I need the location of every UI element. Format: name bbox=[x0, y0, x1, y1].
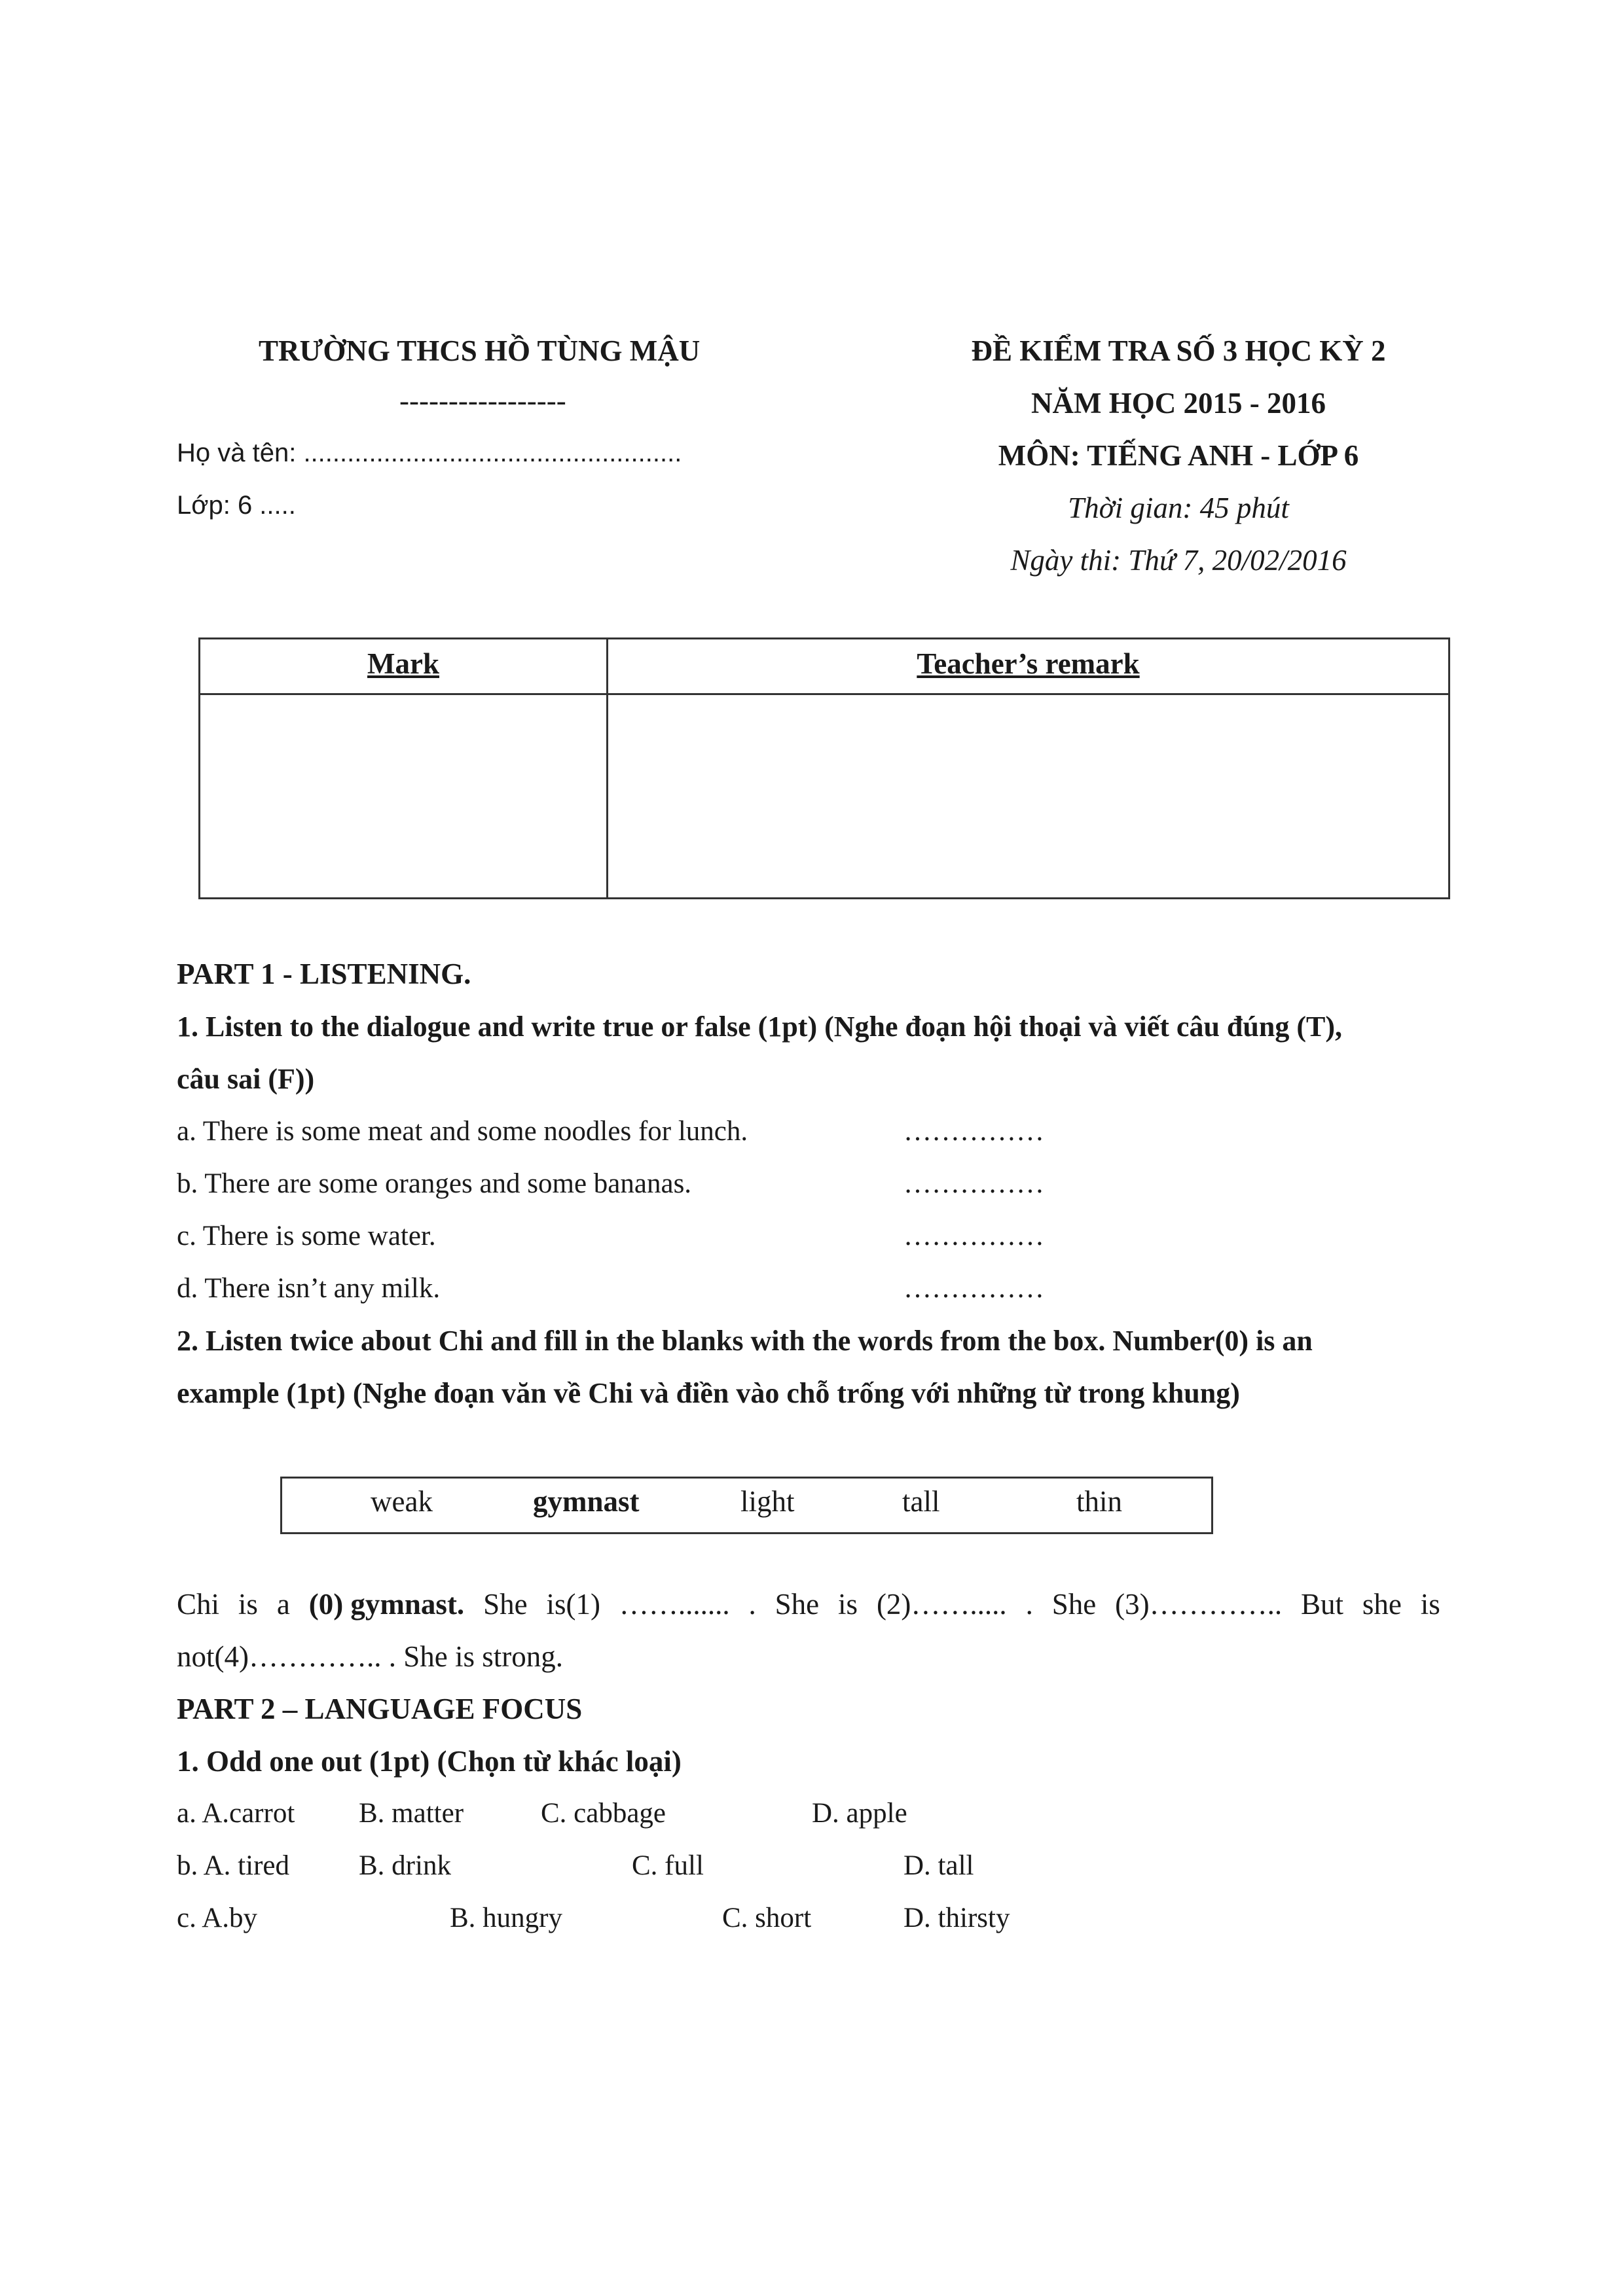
q1-blank-c[interactable]: …………… bbox=[903, 1221, 1044, 1251]
odd-one-c-option-d: D. thirsty bbox=[903, 1903, 1010, 1933]
odd-one-b-option-c: C. full bbox=[632, 1850, 704, 1881]
q1-item-a: a. There is some meat and some noodles for lunch. bbox=[177, 1116, 748, 1147]
exam-title: ĐỀ KIỂM TRA SỐ 3 HỌC KỲ 2 bbox=[971, 334, 1386, 367]
mark-cell[interactable] bbox=[200, 693, 606, 897]
remark-column-header: Teacher’s remark bbox=[917, 647, 1140, 680]
odd-one-a-option-a: a. A.carrot bbox=[177, 1798, 295, 1829]
para-word: is bbox=[238, 1588, 258, 1621]
q1-item-b: b. There are some oranges and some bananas. bbox=[177, 1168, 692, 1199]
word-box bbox=[280, 1477, 1213, 1534]
part2-title: PART 2 – LANGUAGE FOCUS bbox=[177, 1693, 583, 1725]
odd-one-a-option-b: B. matter bbox=[359, 1798, 464, 1829]
exam-duration: Thời gian: 45 phút bbox=[1068, 492, 1289, 524]
para-word: Chi bbox=[177, 1588, 220, 1621]
q1-blank-a[interactable]: …………… bbox=[903, 1116, 1044, 1147]
school-name: TRƯỜNG THCS HỒ TÙNG MẬU bbox=[259, 334, 701, 367]
q1-item-c: c. There is some water. bbox=[177, 1221, 436, 1251]
odd-one-c-option-a: c. A.by bbox=[177, 1903, 258, 1933]
para-word: But bbox=[1300, 1588, 1343, 1621]
para-blank-3[interactable]: (3)………….. bbox=[1115, 1588, 1283, 1621]
exam-date: Ngày thi: Thứ 7, 20/02/2016 bbox=[1010, 544, 1347, 577]
odd-one-b-option-a: b. A. tired bbox=[177, 1850, 289, 1881]
para-word: she bbox=[1362, 1588, 1402, 1621]
para-word: . bbox=[1025, 1588, 1033, 1621]
subject-title: MÔN: TIẾNG ANH - LỚP 6 bbox=[998, 439, 1359, 472]
student-name-field: Họ và tên: .................................................... bbox=[177, 439, 682, 467]
part1-title: PART 1 - LISTENING. bbox=[177, 958, 471, 990]
chi-paragraph-line2: not(4)………….. . She is strong. bbox=[177, 1640, 563, 1673]
odd-one-b-option-b: B. drink bbox=[359, 1850, 451, 1881]
odd-one-a-option-d: D. apple bbox=[812, 1798, 907, 1829]
student-class-field: Lớp: 6 ..... bbox=[177, 491, 296, 520]
para-word: She bbox=[483, 1588, 528, 1621]
q1-blank-b[interactable]: …………… bbox=[903, 1168, 1044, 1199]
mark-column-header: Mark bbox=[367, 647, 439, 680]
para-word: . bbox=[748, 1588, 756, 1621]
para-word: She bbox=[1051, 1588, 1097, 1621]
para-word: is bbox=[838, 1588, 858, 1621]
mark-table bbox=[198, 637, 1450, 899]
word-box-word-3: light bbox=[740, 1485, 795, 1518]
word-box-word-1: weak bbox=[371, 1485, 433, 1518]
odd-one-a-option-c: C. cabbage bbox=[541, 1798, 666, 1829]
para-blank-1-dots[interactable]: ……....... bbox=[619, 1588, 730, 1621]
para-word: She bbox=[775, 1588, 820, 1621]
word-box-word-4: tall bbox=[902, 1485, 940, 1518]
part1-q1-instruction-line1: 1. Listen to the dialogue and write true or false (1pt) (Nghe đoạn hội thoại và viết câu đúng (T), bbox=[177, 1011, 1342, 1043]
part2-q1-instruction: 1. Odd one out (1pt) (Chọn từ khác loại) bbox=[177, 1745, 682, 1778]
para-example-answer: (0) gymnast. bbox=[308, 1588, 465, 1621]
part1-q2-instruction-line2: example (1pt) (Nghe đoạn văn về Chi và điền vào chỗ trống với những từ trong khung) bbox=[177, 1377, 1240, 1409]
chi-paragraph-line1 bbox=[177, 1587, 1440, 1621]
q1-blank-d[interactable]: …………… bbox=[903, 1273, 1044, 1304]
remark-cell[interactable] bbox=[608, 693, 1448, 897]
school-year: NĂM HỌC 2015 - 2016 bbox=[1031, 387, 1326, 420]
para-word: is bbox=[1420, 1588, 1440, 1621]
para-word: a bbox=[276, 1588, 290, 1621]
odd-one-c-option-b: B. hungry bbox=[450, 1903, 562, 1933]
odd-one-b-option-d: D. tall bbox=[903, 1850, 974, 1881]
q1-item-d: d. There isn’t any milk. bbox=[177, 1273, 441, 1304]
odd-one-c-option-c: C. short bbox=[722, 1903, 812, 1933]
part1-q2-instruction-line1: 2. Listen twice about Chi and fill in the blanks with the words from the box. Number(0) is an bbox=[177, 1325, 1313, 1357]
para-blank-1: is(1) bbox=[546, 1588, 600, 1621]
school-separator: ----------------- bbox=[399, 384, 566, 417]
para-blank-2[interactable]: (2)……..... bbox=[876, 1588, 1007, 1621]
word-box-word-2: gymnast bbox=[533, 1485, 640, 1518]
part1-q1-instruction-line2: câu sai (F)) bbox=[177, 1063, 315, 1095]
word-box-word-5: thin bbox=[1076, 1485, 1123, 1518]
